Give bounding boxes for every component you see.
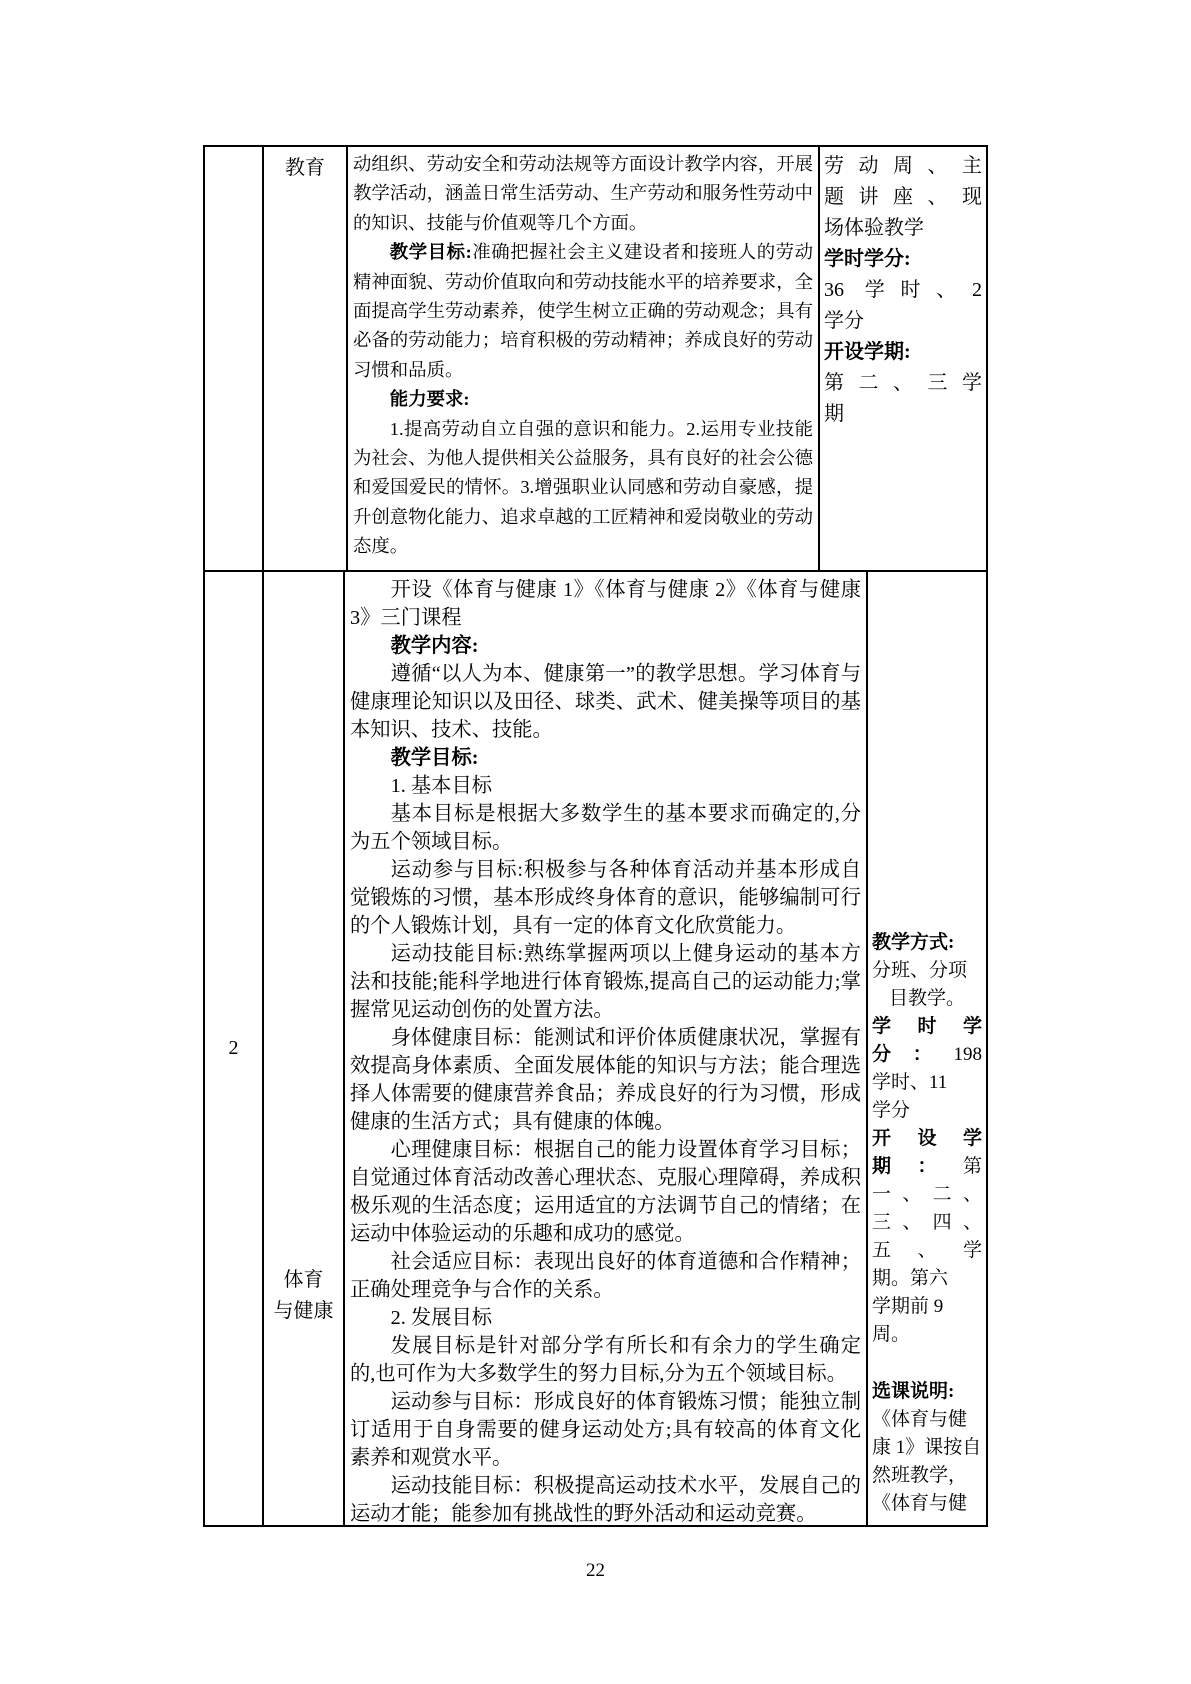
semester-label: 开设学期: [824,341,911,363]
notes-line: 36 学时、2 [824,279,982,301]
page-number: 22 [586,1560,605,1581]
semester-label: 开设学 [872,1128,982,1149]
row2-course-label-line2: 与健康 [273,1300,334,1322]
row2-paragraph-develop-goal-title: 2. 发展目标 [390,1307,493,1329]
notes-line: 然班教学， [872,1465,968,1486]
notes-line: 《体育与健 [872,1409,968,1430]
course-selection-label: 选课说明: [872,1381,955,1402]
row2-paragraph-courses: 开设《体育与健康 1》《体育与健康 2》《体育与健康 3》三门课程 [350,579,861,629]
row2-notes-cell [868,572,986,1525]
notes-line: 分班、分项 [872,960,968,981]
hours-value: 198 [953,1044,982,1065]
semester-value: 第 [962,1156,982,1177]
row2-paragraph-physical-health-goal: 身体健康目标：能测试和评价体质健康状况，掌握有效提高身体素质、全面发展体能的知识与方法；能合理选择人体需要的健康营养食品；养成良好的行为习惯，形成健康的生活方式；具有健康的体魄。 [350,1027,861,1133]
row1-course-label: 教育 [285,157,325,179]
row2-index: 2 [228,1037,239,1059]
row2-paragraph-goal-label [350,744,861,772]
row2-paragraph-social-goal: 社会适应目标：表现出良好的体育道德和合作精神；正确处理竞争与合作的关系。 [350,1251,861,1301]
notes-line: 康 1》课按自 [872,1437,982,1458]
row1-notes-cell [820,147,986,570]
hours-credits-label: 学时学分: [824,248,911,270]
notes-line: 学分 [824,310,864,332]
notes-line: 三、四、 [872,1212,982,1233]
notes-line: 学期前 9 [872,1296,944,1317]
notes-line: 《体育与健 [872,1493,968,1514]
row1-number-cell [205,147,264,570]
notes-line: 题讲座、现 [824,186,982,208]
teaching-goal-label: 教学目标: [390,747,479,769]
notes-line: 期。第六 [872,1268,949,1289]
row1-paragraph-ability-label [353,385,813,414]
semester-label-cont: 期： [872,1156,963,1177]
row2-paragraph-develop-goal-desc: 发展目标是针对部分学有所长和有余力的学生确定的,也可作为大多数学生的努力目标,分为五个领域目标。 [350,1335,861,1385]
ability-requirement-label: 能力要求: [389,389,470,410]
row2-number-cell [205,572,264,1525]
teaching-method-label: 教学方式: [872,932,955,953]
teaching-goal-label: 教学目标: [389,242,472,263]
notes-line: 第二、三学 [824,372,982,394]
row2-paragraph-develop-skill: 运动技能目标：积极提高运动技术水平，发展自己的运动才能；能参加有挑战性的野外活动和运动竞赛。 [350,1475,861,1525]
teaching-goal-text: 准确把握社会主义建设者和接班人的劳动精神面貌、劳动价值取向和劳动技能水平的培养要求，全面提高学生劳动素养，使学生树立正确的劳动观念；具有必备的劳动能力；培育积极的劳动精神；养成良好的劳动习惯和品质。 [353,242,813,380]
table-row-labor-education [205,147,986,572]
notes-line: 一、二、 [872,1184,982,1205]
row2-paragraph-basic-goal-title: 1. 基本目标 [390,775,493,797]
row2-paragraph-content-label [350,632,861,660]
row2-paragraph-principle: 遵循“以人为本、健康第一”的教学思想。学习体育与健康理论知识以及田径、球类、武术、健美操等项目的基本知识、技术、技能。 [350,663,861,741]
table-row-physical-education [205,572,986,1525]
notes-line: 学分 [872,1100,911,1121]
row1-content-cell [348,147,820,570]
row2-paragraph-mental-health-goal: 心理健康目标：根据自己的能力设置体育学习目标；自觉通过体育活动改善心理状态、克服心理障碍，养成积极乐观的生活态度；运用适宜的方法调节自己的情绪；在运动中体验运动的乐趣和成功的感觉。 [350,1139,861,1245]
row2-paragraph-participation-goal: 运动参与目标:积极参与各种体育活动并基本形成自觉锻炼的习惯，基本形成终身体育的意识，能够编制可行的个人锻炼计划，具有一定的体育文化欣赏能力。 [350,859,861,937]
row2-paragraph-basic-goal-desc: 基本目标是根据大多数学生的基本要求而确定的,分为五个领域目标。 [350,803,861,853]
row2-course-cell [264,572,345,1525]
row1-course-cell [264,147,348,570]
curriculum-table [203,145,988,1527]
row2-paragraph-develop-participation: 运动参与目标：形成良好的体育锻炼习惯；能独立制订适用于自身需要的健身运动处方;具有较高的体育文化素养和观赏水平。 [350,1391,861,1469]
row2-content-cell [345,572,868,1525]
notes-line: 学时、11 [872,1072,948,1093]
notes-line: 劳动周、主 [824,155,982,177]
notes-line: 场体验教学 [824,217,924,239]
notes-line [872,1041,982,1069]
notes-line: 期 [824,403,844,425]
notes-line: 目教学。 [889,988,966,1009]
row1-paragraph-ability-text: 1.提高劳动自立自强的意识和能力。2.运用专业技能为社会、为他人提供相关公益服务，具有良好的社会公德和爱国爱民的情怀。3.增强职业认同感和劳动自豪感，提升创意物化能力、追求卓越的工匠精神和爱岗敬业的劳动态度。 [353,418,813,557]
row1-paragraph-goals [353,238,813,385]
row2-course-label-line1: 体育 [283,1269,324,1291]
notes-line [872,1153,982,1181]
hours-credits-label: 学时学 [872,1016,982,1037]
hours-credits-label-cont: 分： [872,1044,954,1065]
notes-line: 周。 [872,1324,911,1345]
notes-line: 五、学 [872,1240,982,1261]
row1-paragraph-content: 动组织、劳动安全和劳动法规等方面设计教学内容，开展教学活动，涵盖日常生活劳动、生产劳动和服务性劳动中的知识、技能与价值观等几个方面。 [353,154,813,233]
teaching-content-label: 教学内容: [390,635,479,657]
row2-paragraph-skill-goal: 运动技能目标:熟练掌握两项以上健身运动的基本方法和技能;能科学地进行体育锻炼,提高自己的运动能力;掌握常见运动创伤的处置方法。 [350,943,861,1021]
